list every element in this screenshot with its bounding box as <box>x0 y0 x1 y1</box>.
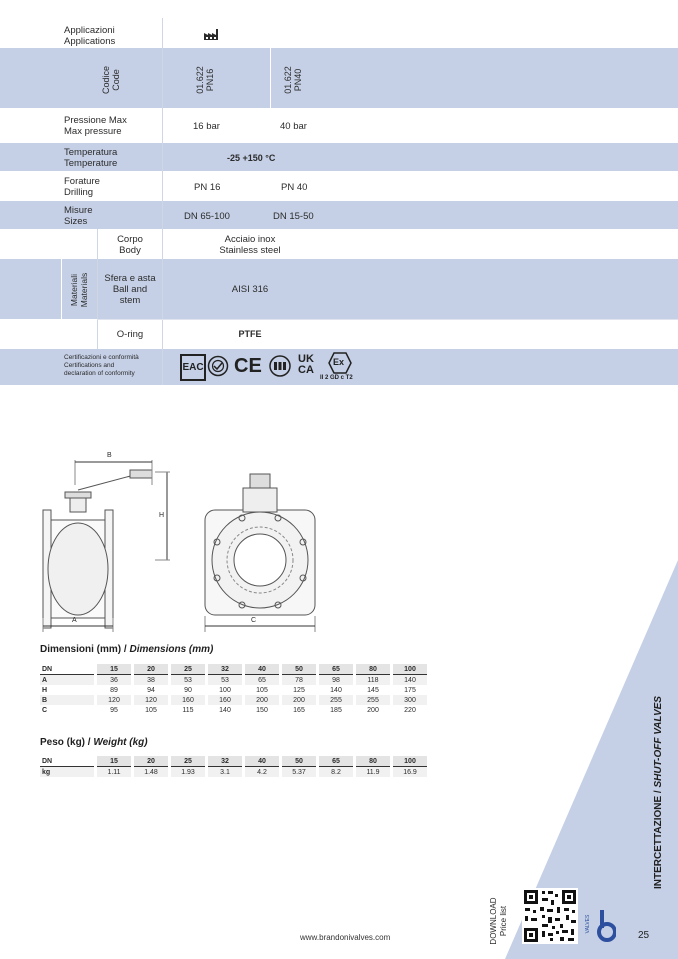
dim-h-label: H <box>159 512 165 519</box>
dim-a-label: A <box>72 617 77 624</box>
row-key: H <box>40 685 96 695</box>
sizes-label: Misure Sizes <box>64 205 93 227</box>
table-cell: 300 <box>392 695 428 705</box>
weight-header-cell: 100 <box>392 756 428 767</box>
table-cell: 200 <box>244 695 281 705</box>
dimensions-header-cell: 20 <box>133 664 170 675</box>
dim-b-label: B <box>107 452 112 459</box>
table-cell: 16.9 <box>392 767 428 778</box>
table-cell: 89 <box>96 685 133 695</box>
row-key: C <box>40 705 96 715</box>
table-cell: 78 <box>281 675 318 686</box>
download-label[interactable]: DOWNLOAD Price list <box>489 897 508 945</box>
table-cell: 175 <box>392 685 428 695</box>
pressure-value-2: 40 bar <box>280 121 307 132</box>
table-cell: 120 <box>133 695 170 705</box>
dimensions-header-cell: 40 <box>244 664 281 675</box>
table-cell: 165 <box>281 705 318 715</box>
table-cell: 118 <box>355 675 392 686</box>
temperature-label: Temperatura Temperature <box>64 147 118 169</box>
row-key: kg <box>40 767 96 778</box>
table-cell: 8.2 <box>318 767 355 778</box>
dimensions-header-cell: 65 <box>318 664 355 675</box>
code-label: Codice Code <box>101 66 121 95</box>
table-cell: 255 <box>355 695 392 705</box>
table-cell: 5.37 <box>281 767 318 778</box>
table-cell: 1.48 <box>133 767 170 778</box>
table-cell: 90 <box>170 685 207 695</box>
table-cell: 65 <box>244 675 281 686</box>
certifications-label: Certificazioni e conformità Certifications and declaration of conformity <box>64 354 139 377</box>
materials-label: Materiali Materials <box>69 272 89 308</box>
drilling-label: Forature Drilling <box>64 176 100 198</box>
table-cell: 36 <box>96 675 133 686</box>
table-cell: 95 <box>96 705 133 715</box>
dimensions-header-cell: 32 <box>207 664 244 675</box>
dimensions-table <box>40 664 427 715</box>
dimensions-header-cell: 25 <box>170 664 207 675</box>
drilling-value-2: PN 40 <box>281 182 308 193</box>
code-col2: 01.622 PN40 <box>283 66 303 94</box>
weight-header-cell: 50 <box>281 756 318 767</box>
atex-code: II 2 GD c T2 <box>320 375 353 381</box>
brand-logo-icon <box>592 908 616 942</box>
table-cell: 150 <box>244 705 281 715</box>
table-cell: 140 <box>318 685 355 695</box>
dim-c-label: C <box>251 617 257 624</box>
weight-header-cell: 40 <box>244 756 281 767</box>
table-cell: 38 <box>133 675 170 686</box>
sizes-value-1: DN 65-100 <box>184 211 230 222</box>
weight-header-cell: 80 <box>355 756 392 767</box>
pressure-value-1: 16 bar <box>193 121 220 132</box>
weight-title: Peso (kg) / Weight (kg) <box>40 737 148 748</box>
table-cell: 145 <box>355 685 392 695</box>
table-row <box>40 705 427 715</box>
table-cell: 94 <box>133 685 170 695</box>
table-cell: 98 <box>318 675 355 686</box>
weight-header-cell: 25 <box>170 756 207 767</box>
valve-drawing <box>30 440 370 635</box>
brand-logo-text: VALVES <box>585 914 591 934</box>
table-cell: 220 <box>392 705 428 715</box>
table-cell: 125 <box>281 685 318 695</box>
table-cell: 105 <box>244 685 281 695</box>
weight-header-cell: 20 <box>133 756 170 767</box>
table-cell: 105 <box>133 705 170 715</box>
table-cell: 200 <box>281 695 318 705</box>
table-cell: 185 <box>318 705 355 715</box>
table-cell: 160 <box>207 695 244 705</box>
body-value: Acciaio inox Stainless steel <box>219 234 281 256</box>
qr-code-icon[interactable] <box>522 888 578 944</box>
row-key: A <box>40 675 96 686</box>
weight-header-cell: 15 <box>96 756 133 767</box>
dimensions-title: Dimensioni (mm) / Dimensions (mm) <box>40 644 214 655</box>
website-url[interactable]: www.brandonivalves.com <box>300 933 391 942</box>
ce-icon: CE <box>234 355 262 377</box>
table-cell: 4.2 <box>244 767 281 778</box>
ball-label: Sfera e asta Ball and stem <box>104 273 156 306</box>
table-cell: 1.93 <box>170 767 207 778</box>
page-number: 25 <box>638 930 650 941</box>
dimensions-header-key: DN <box>40 664 96 675</box>
table-cell: 11.9 <box>355 767 392 778</box>
body-label: Corpo Body <box>117 234 143 256</box>
sizes-value-2: DN 15-50 <box>273 211 314 222</box>
weight-header-cell: 65 <box>318 756 355 767</box>
table-cell: 1.11 <box>96 767 133 778</box>
table-row <box>40 767 427 778</box>
eac-icon: EAC <box>180 354 206 381</box>
table-cell: 255 <box>318 695 355 705</box>
table-cell: 200 <box>355 705 392 715</box>
table-cell: 140 <box>392 675 428 686</box>
oring-label: O-ring <box>116 329 144 340</box>
pressure-label: Pressione Max Max pressure <box>64 115 127 137</box>
table-cell: 140 <box>207 705 244 715</box>
dimensions-header-cell: 80 <box>355 664 392 675</box>
applications-label: Applicazioni Applications <box>64 25 116 47</box>
table-cell: 53 <box>207 675 244 686</box>
temperature-value: -25 +150 °C <box>227 153 276 163</box>
weight-header-cell: 32 <box>207 756 244 767</box>
table-row <box>40 685 427 695</box>
ex-label: Ex <box>333 357 345 367</box>
table-cell: 115 <box>170 705 207 715</box>
ball-value: AISI 316 <box>231 284 269 295</box>
table-row <box>40 695 427 705</box>
code-col1: 01.622 PN16 <box>195 66 215 94</box>
oring-value: PTFE <box>238 329 262 339</box>
table-cell: 120 <box>96 695 133 705</box>
weight-table <box>40 756 427 777</box>
table-row <box>40 675 427 686</box>
dimensions-header-row <box>40 664 427 675</box>
table-cell: 53 <box>170 675 207 686</box>
weight-header-key: DN <box>40 756 96 767</box>
ukca-icon: UK CA <box>298 353 314 376</box>
dimensions-header-cell: 15 <box>96 664 133 675</box>
category-side-label: INTERCETTAZIONE / SHUT-OFF VALVES <box>653 696 664 889</box>
dimensions-header-cell: 100 <box>392 664 428 675</box>
weight-header-row <box>40 756 427 767</box>
table-cell: 3.1 <box>207 767 244 778</box>
table-cell: 160 <box>170 695 207 705</box>
row-key: B <box>40 695 96 705</box>
table-cell: 100 <box>207 685 244 695</box>
drilling-value-1: PN 16 <box>194 182 221 193</box>
dimensions-header-cell: 50 <box>281 664 318 675</box>
